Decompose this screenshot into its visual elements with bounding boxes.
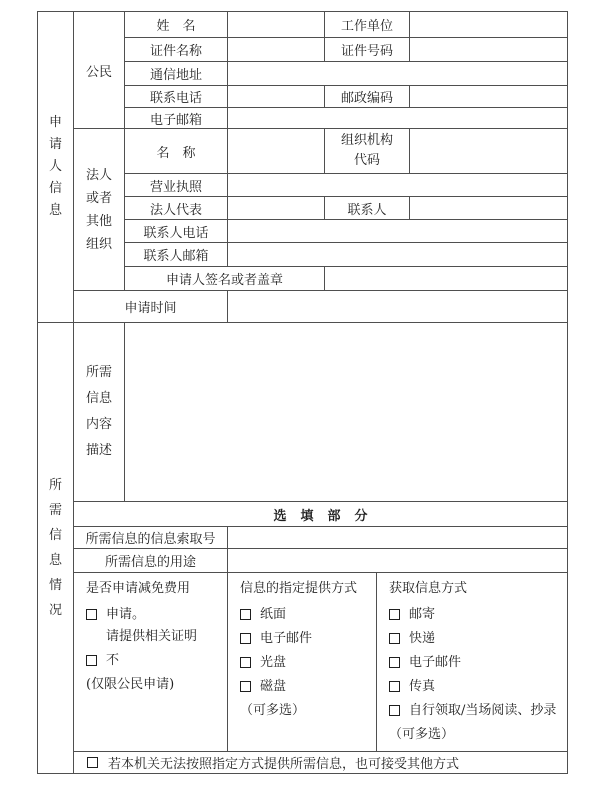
table-row: [38, 527, 568, 549]
applicant-section-label-cell: [38, 12, 74, 323]
org-name-value-cell[interactable]: [228, 129, 325, 174]
phone-value-cell[interactable]: [228, 86, 325, 108]
table-row: [38, 752, 568, 774]
checkbox-icon[interactable]: [389, 681, 400, 692]
contact-email-label: 联系人邮箱: [125, 243, 228, 267]
org-code-label-cell: [325, 129, 410, 174]
work-unit-value-cell[interactable]: [410, 12, 568, 38]
fee-waiver-apply-option[interactable]: [86, 607, 217, 622]
postcode-value-cell[interactable]: [410, 86, 568, 108]
option-label: 磁盘: [260, 679, 287, 694]
checkbox-icon[interactable]: [87, 757, 98, 768]
fee-waiver-apply-subtext: [86, 629, 217, 644]
signature-value-cell[interactable]: [325, 267, 568, 291]
postcode-label: 邮政编码: [325, 86, 410, 108]
delivery-option-paper[interactable]: [240, 607, 366, 622]
checkbox-icon[interactable]: [86, 655, 97, 666]
option-label: 传真: [409, 679, 436, 694]
table-row: [38, 323, 568, 502]
citizen-group-label-cell: [74, 12, 125, 129]
delivery-option-disk[interactable]: [240, 679, 366, 694]
fee-waiver-no-option[interactable]: [86, 653, 217, 668]
fee-waiver-cell: [74, 573, 228, 752]
table-row: [38, 502, 568, 527]
obtain-method-title: 获取信息方式: [389, 581, 468, 596]
checkbox-icon[interactable]: [240, 609, 251, 620]
delivery-method-title: 信息的指定提供方式: [240, 581, 358, 596]
checkbox-icon[interactable]: [389, 657, 400, 668]
purpose-label: 所需信息的用途: [74, 549, 228, 573]
id-number-label: 证件号码: [325, 38, 410, 62]
obtain-option-mail[interactable]: [389, 607, 557, 622]
phone-label: 联系电话: [125, 86, 228, 108]
optional-part-header: 选填部分: [74, 502, 568, 527]
applicant-section-label: 申请人信息: [49, 115, 63, 218]
contact-label: 联系人: [325, 197, 410, 220]
delivery-option-email[interactable]: [240, 631, 366, 646]
address-label: 通信地址: [125, 62, 228, 86]
request-section-label: 所需信息情况: [49, 478, 63, 618]
email-value-cell[interactable]: [228, 108, 568, 129]
legal-rep-value-cell[interactable]: [228, 197, 325, 220]
application-date-label: 申请时间: [74, 291, 228, 323]
description-value-cell[interactable]: [125, 323, 568, 502]
description-label: 所需信息内容描述: [86, 365, 113, 458]
delivery-option-cd[interactable]: [240, 655, 366, 670]
option-label: 电子邮件: [260, 631, 313, 646]
checkbox-icon[interactable]: [240, 633, 251, 644]
signature-label: 申请人签名或者盖章: [125, 267, 325, 291]
contact-phone-label: 联系人电话: [125, 220, 228, 243]
business-license-label: 营业执照: [125, 174, 228, 197]
option-label: 纸面: [260, 607, 287, 622]
request-section-label-cell: [38, 323, 74, 774]
delivery-method-cell: [228, 573, 377, 752]
checkbox-icon[interactable]: [389, 633, 400, 644]
option-label: 邮寄: [409, 607, 436, 622]
description-label-cell: [74, 323, 125, 502]
option-label: 光盘: [260, 655, 287, 670]
obtain-option-express[interactable]: [389, 631, 557, 646]
checkbox-icon[interactable]: [389, 705, 400, 716]
contact-phone-value-cell[interactable]: [228, 220, 568, 243]
work-unit-label: 工作单位: [325, 12, 410, 38]
org-code-value-cell[interactable]: [410, 129, 568, 174]
checkbox-icon[interactable]: [86, 609, 97, 620]
email-label: 电子邮箱: [125, 108, 228, 129]
checkbox-icon[interactable]: [389, 609, 400, 620]
organization-group-label: 法人或者其他组织: [86, 167, 113, 252]
checkbox-icon[interactable]: [240, 681, 251, 692]
table-row: [38, 129, 568, 174]
obtain-method-cell: [377, 573, 568, 752]
id-number-value-cell[interactable]: [410, 38, 568, 62]
contact-email-value-cell[interactable]: [228, 243, 568, 267]
organization-group-label-cell: [74, 129, 125, 291]
obtain-option-email[interactable]: [389, 655, 557, 670]
org-code-label: 组织机构代码: [340, 133, 393, 168]
address-value-cell[interactable]: [228, 62, 568, 86]
table-row: [38, 549, 568, 573]
org-name-label: 名 称: [125, 129, 228, 174]
table-row: [38, 12, 568, 38]
option-label: 申请。: [106, 607, 146, 622]
contact-value-cell[interactable]: [410, 197, 568, 220]
obtain-option-fax[interactable]: [389, 679, 557, 694]
table-row: [38, 573, 568, 752]
id-type-label: 证件名称: [125, 38, 228, 62]
business-license-value-cell[interactable]: [228, 174, 568, 197]
application-date-value-cell[interactable]: [228, 291, 568, 323]
option-label: 自行领取/当场阅读、抄录: [409, 703, 557, 718]
fallback-option-cell: [74, 752, 568, 774]
delivery-method-note: （可多选）: [240, 703, 306, 718]
fee-waiver-title: 是否申请减免费用: [86, 581, 191, 596]
id-type-value-cell[interactable]: [228, 38, 325, 62]
fee-waiver-note: (仅限公民申请): [86, 677, 175, 692]
index-number-value-cell[interactable]: [228, 527, 568, 549]
table-row: [38, 291, 568, 323]
index-number-label: 所需信息的信息索取号: [74, 527, 228, 549]
option-sublabel: 请提供相关证明: [106, 629, 198, 644]
applicant-info-table: [37, 11, 568, 323]
option-label: 电子邮件: [409, 655, 462, 670]
purpose-value-cell[interactable]: [228, 549, 568, 573]
form-table-wrap: [37, 11, 567, 774]
obtain-option-pickup[interactable]: [389, 703, 557, 718]
option-label: 不: [106, 653, 120, 668]
fallback-option-label: 若本机关无法按照指定方式提供所需信息，也可接受其他方式: [108, 757, 460, 772]
obtain-method-note: （可多选）: [389, 727, 455, 742]
checkbox-icon[interactable]: [240, 657, 251, 668]
option-label: 快递: [409, 631, 436, 646]
citizen-group-label: 公民: [85, 64, 112, 80]
legal-rep-label: 法人代表: [125, 197, 228, 220]
fallback-option[interactable]: [74, 753, 567, 772]
name-value-cell[interactable]: [228, 12, 325, 38]
requested-info-table: [37, 322, 568, 774]
name-label: 姓 名: [125, 12, 228, 38]
